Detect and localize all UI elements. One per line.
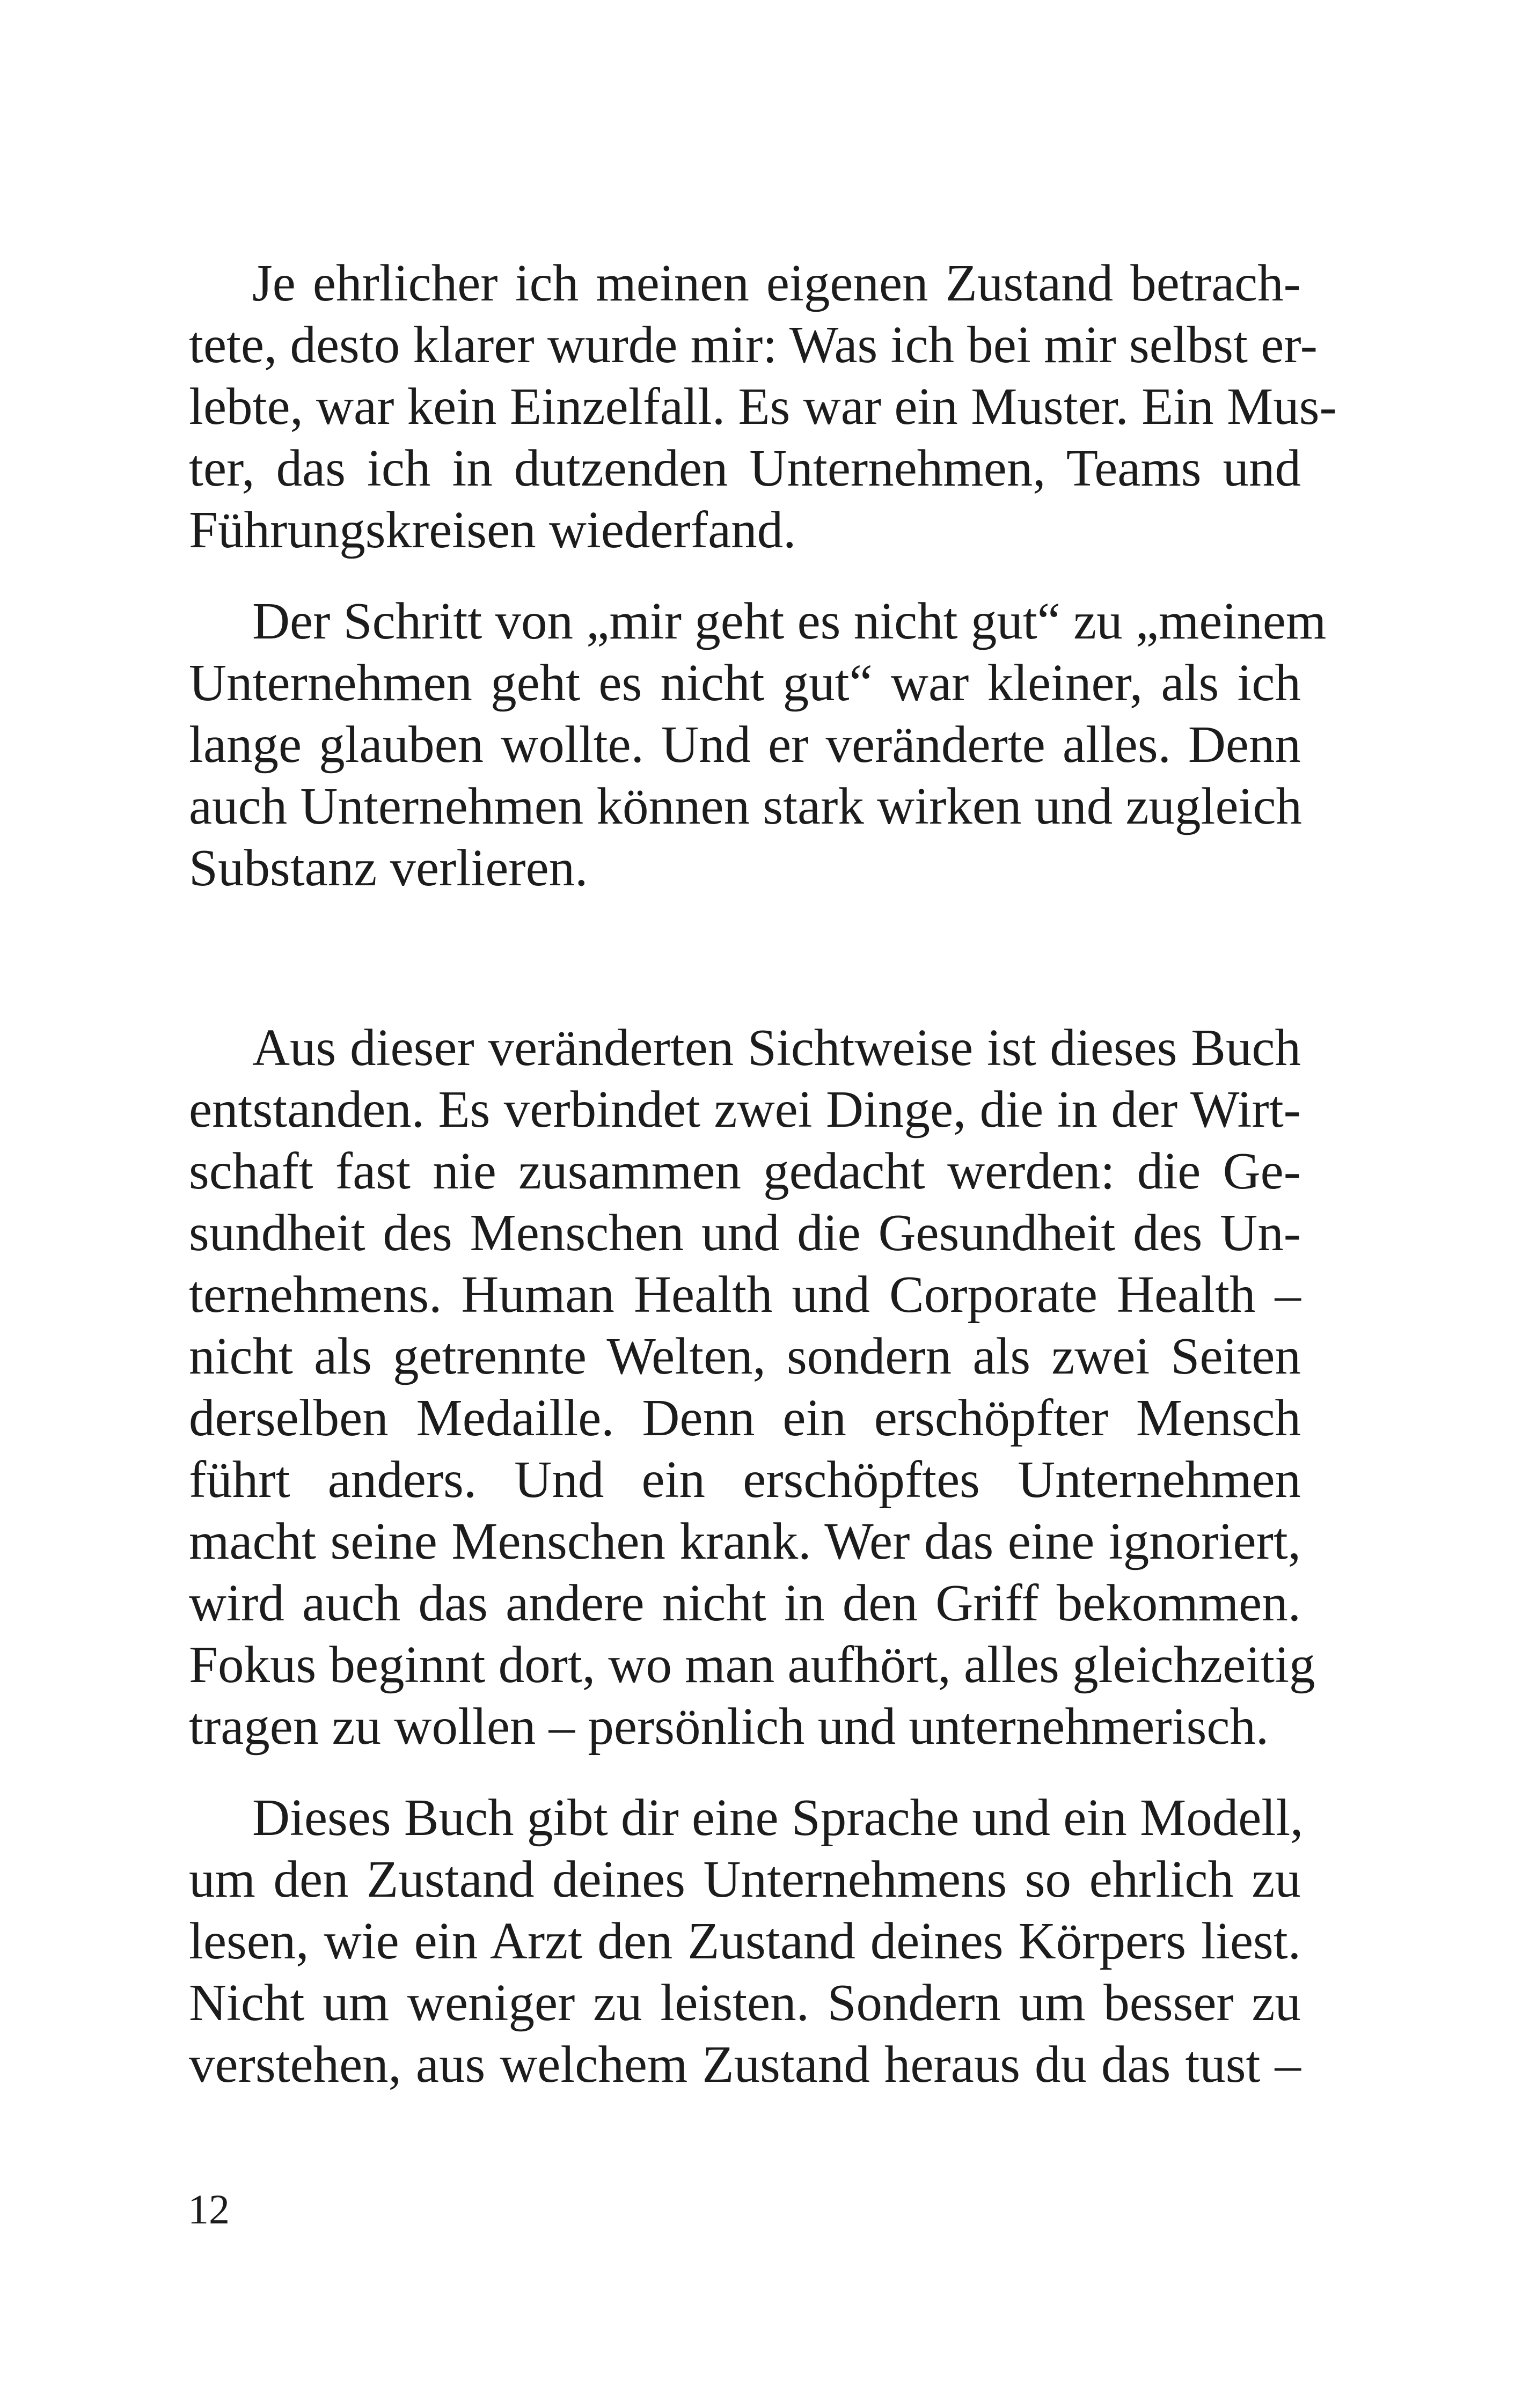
paragraph-4-line-3: lesen, wie ein Arzt den Zustand deines Körpers liest. xyxy=(189,1912,1301,1970)
paragraph-1-line-2: tete, desto klarer wurde mir: Was ich bei mir selbst er- xyxy=(189,316,1318,373)
paragraph-2-line-3: lange glauben wollte. Und er veränderte alles. Denn xyxy=(189,716,1301,773)
paragraph-2-line-4: auch Unternehmen können stark wirken und zugleich xyxy=(189,777,1303,835)
paragraph-3-line-1: Aus dieser veränderten Sichtweise ist dieses Buch xyxy=(252,1019,1301,1076)
paragraph-1-line-4: ter, das ich in dutzenden Unternehmen, Teams und xyxy=(189,439,1301,497)
paragraph-1-line-1: Je ehrlicher ich meinen eigenen Zustand betrach- xyxy=(252,254,1301,312)
paragraph-3-line-3: schaft fast nie zusammen gedacht werden: die Ge- xyxy=(189,1142,1301,1200)
paragraph-4-line-1: Dieses Buch gibt dir eine Sprache und ein Modell, xyxy=(252,1789,1304,1846)
paragraph-3-line-2: entstanden. Es verbindet zwei Dinge, die in der Wirt- xyxy=(189,1081,1301,1138)
paragraph-4-line-2: um den Zustand deines Unternehmens so ehrlich zu xyxy=(189,1851,1301,1908)
paragraph-3-line-8: führt anders. Und ein erschöpftes Unternehmen xyxy=(189,1451,1301,1508)
paragraph-3-line-10: wird auch das andere nicht in den Griff bekommen. xyxy=(189,1574,1301,1632)
paragraph-3-line-12: tragen zu wollen – persönlich und unternehmerisch. xyxy=(189,1698,1269,1755)
page-number: 12 xyxy=(188,2186,230,2233)
paragraph-3-line-6: nicht als getrennte Welten, sondern als zwei Seiten xyxy=(189,1327,1301,1385)
paragraph-3-line-9: macht seine Menschen krank. Wer das eine ignoriert, xyxy=(189,1513,1301,1570)
paragraph-3-line-7: derselben Medaille. Denn ein erschöpfter Mensch xyxy=(189,1389,1301,1447)
paragraph-2-line-5: Substanz verlieren. xyxy=(189,839,588,897)
paragraph-2-line-2: Unternehmen geht es nicht gut“ war kleiner, als ich xyxy=(189,654,1301,711)
paragraph-1-line-3: lebte, war kein Einzelfall. Es war ein Muster. Ein Mus- xyxy=(189,378,1337,435)
paragraph-3-line-4: sundheit des Menschen und die Gesundheit des Un- xyxy=(189,1204,1301,1261)
paragraph-3-line-5: ternehmens. Human Health und Corporate Health – xyxy=(189,1266,1301,1323)
paragraph-4-line-4: Nicht um weniger zu leisten. Sondern um besser zu xyxy=(189,1974,1301,2031)
paragraph-2-line-1: Der Schritt von „mir geht es nicht gut“ zu „meinem xyxy=(252,592,1327,650)
paragraph-1-line-5: Führungskreisen wiederfand. xyxy=(189,501,796,559)
paragraph-4-line-5: verstehen, aus welchem Zustand heraus du das tust – xyxy=(189,2036,1301,2093)
paragraph-3-line-11: Fokus beginnt dort, wo man aufhört, alles gleichzeitig xyxy=(189,1636,1315,1693)
